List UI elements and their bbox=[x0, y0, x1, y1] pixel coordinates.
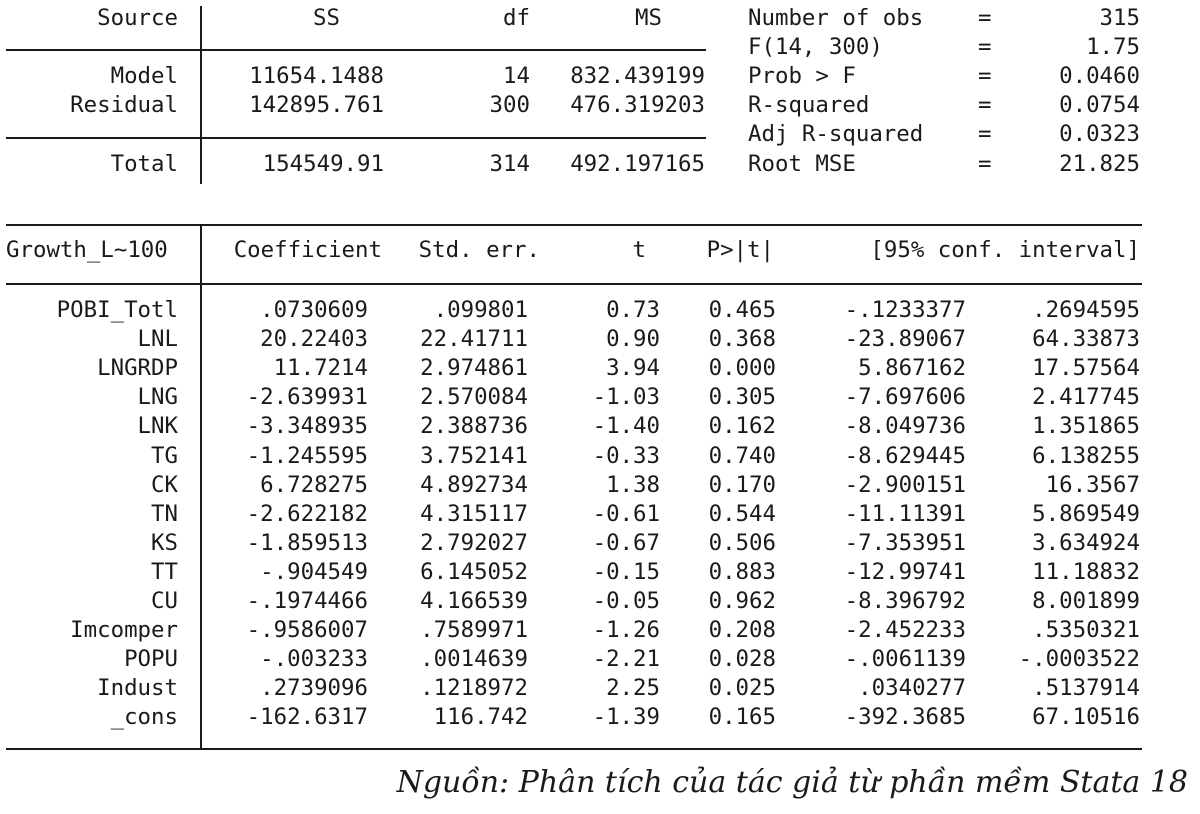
coef-cell: 1.351865 bbox=[1032, 413, 1140, 440]
anova-cell: 492.197165 bbox=[570, 151, 705, 177]
coef-header-cell: t bbox=[632, 237, 646, 263]
coef-cell: -2.452233 bbox=[844, 617, 966, 644]
coef-row-label: LNGRDP bbox=[97, 355, 178, 382]
coef-cell: -392.3685 bbox=[844, 704, 966, 731]
coef-row-label: TN bbox=[151, 500, 178, 527]
coef-cell: -7.353951 bbox=[844, 529, 966, 556]
stat-label: Adj R-squared bbox=[748, 121, 924, 147]
stat-equals: = bbox=[978, 121, 992, 147]
coef-bottom-rule bbox=[6, 748, 1142, 750]
anova-header-cell: MS bbox=[635, 5, 662, 31]
coef-cell: 0.025 bbox=[708, 675, 776, 702]
coef-cell: 64.33873 bbox=[1032, 326, 1140, 353]
coef-cell: 67.10516 bbox=[1032, 704, 1140, 731]
coef-cell: -23.89067 bbox=[844, 326, 966, 353]
coef-row-label: POBI_Totl bbox=[56, 297, 178, 323]
coef-cell: -0.67 bbox=[592, 529, 660, 556]
coef-cell: -8.396792 bbox=[844, 588, 966, 614]
anova-cell: 314 bbox=[489, 151, 530, 177]
coef-cell: 2.25 bbox=[606, 675, 660, 702]
anova-cell: Total bbox=[110, 151, 178, 177]
anova-header-rule bbox=[6, 49, 706, 51]
coef-row-label: Imcomper bbox=[70, 617, 178, 644]
coef-cell: 0.028 bbox=[708, 646, 776, 673]
source-note: Nguồn: Phân tích của tác giả từ phần mềm Stata 18 bbox=[396, 765, 1188, 800]
coef-cell: 2.388736 bbox=[420, 413, 528, 440]
coef-cell: 5.867162 bbox=[858, 355, 966, 382]
coef-row-label: _cons bbox=[110, 704, 178, 731]
stat-value: 0.0323 bbox=[1059, 121, 1140, 147]
stat-equals: = bbox=[978, 92, 992, 118]
coef-cell: 2.570084 bbox=[420, 384, 528, 411]
anova-cell: 300 bbox=[489, 92, 530, 118]
stat-label: F(14, 300) bbox=[748, 34, 883, 60]
coef-cell: -0.33 bbox=[592, 442, 660, 469]
coef-cell: 8.001899 bbox=[1032, 588, 1140, 614]
coef-cell: .1218972 bbox=[420, 675, 528, 702]
coef-row-label: POPU bbox=[124, 646, 178, 673]
coef-row-label: LNL bbox=[137, 326, 178, 353]
coef-cell: -2.639931 bbox=[246, 384, 368, 411]
coef-cell: .099801 bbox=[433, 297, 528, 323]
stat-label: Number of obs bbox=[748, 5, 924, 31]
coef-cell: 0.208 bbox=[708, 617, 776, 644]
stat-label: Prob > F bbox=[748, 63, 856, 89]
coef-cell: 3.634924 bbox=[1032, 529, 1140, 556]
coef-cell: 6.728275 bbox=[260, 471, 368, 498]
coef-cell: .5137914 bbox=[1032, 675, 1140, 702]
coef-row-label: CU bbox=[151, 588, 178, 614]
coef-cell: -1.40 bbox=[592, 413, 660, 440]
coef-cell: .7589971 bbox=[420, 617, 528, 644]
coef-cell: -1.39 bbox=[592, 704, 660, 731]
stat-label: Root MSE bbox=[748, 151, 856, 177]
anova-total-rule bbox=[6, 137, 706, 139]
coef-cell: 0.368 bbox=[708, 326, 776, 353]
coef-cell: -2.622182 bbox=[246, 500, 368, 527]
stat-value: 0.0460 bbox=[1059, 63, 1140, 89]
coef-cell: 11.7214 bbox=[273, 355, 368, 382]
coef-cell: .0014639 bbox=[420, 646, 528, 673]
coef-cell: 0.90 bbox=[606, 326, 660, 353]
coef-header-cell: Growth_L~100 bbox=[6, 237, 168, 263]
coef-cell: 4.315117 bbox=[420, 500, 528, 527]
coef-header-cell: [95% conf. interval] bbox=[870, 237, 1140, 263]
coef-cell: -.904549 bbox=[260, 558, 368, 585]
coef-cell: -.1974466 bbox=[246, 588, 368, 614]
anova-cell: 154549.91 bbox=[262, 151, 384, 177]
coef-cell: -11.11391 bbox=[844, 500, 966, 527]
anova-cell: 476.319203 bbox=[570, 92, 705, 118]
coef-cell: 0.506 bbox=[708, 529, 776, 556]
anova-cell: Model bbox=[110, 63, 178, 89]
stat-equals: = bbox=[978, 34, 992, 60]
coef-cell: -12.99741 bbox=[844, 558, 966, 585]
coef-cell: .5350321 bbox=[1032, 617, 1140, 644]
coef-cell: 3.94 bbox=[606, 355, 660, 382]
coef-row-label: CK bbox=[151, 471, 178, 498]
stat-equals: = bbox=[978, 63, 992, 89]
coef-cell: 2.974861 bbox=[420, 355, 528, 382]
coef-cell: -8.629445 bbox=[844, 442, 966, 469]
coef-cell: 116.742 bbox=[433, 704, 528, 731]
coef-cell: 3.752141 bbox=[420, 442, 528, 469]
coef-cell: -0.05 bbox=[592, 588, 660, 614]
coef-cell: 20.22403 bbox=[260, 326, 368, 353]
coef-row-label: KS bbox=[151, 529, 178, 556]
anova-header-cell: SS bbox=[313, 5, 340, 31]
coef-cell: .0730609 bbox=[260, 297, 368, 323]
coef-cell: .0340277 bbox=[858, 675, 966, 702]
coef-cell: 0.73 bbox=[606, 297, 660, 323]
stat-equals: = bbox=[978, 5, 992, 31]
stat-value: 0.0754 bbox=[1059, 92, 1140, 118]
coef-top-rule bbox=[6, 224, 1142, 226]
coef-cell: 2.792027 bbox=[420, 529, 528, 556]
coef-cell: -1.03 bbox=[592, 384, 660, 411]
coef-cell: .2694595 bbox=[1032, 297, 1140, 323]
coef-row-label: LNG bbox=[137, 384, 178, 411]
coef-cell: -1.26 bbox=[592, 617, 660, 644]
coef-cell: 16.3567 bbox=[1045, 471, 1140, 498]
anova-cell: 142895.761 bbox=[249, 92, 384, 118]
coef-cell: -2.21 bbox=[592, 646, 660, 673]
coef-divider bbox=[200, 224, 202, 748]
coef-row-label: TT bbox=[151, 558, 178, 585]
coef-cell: -3.348935 bbox=[246, 413, 368, 440]
coef-cell: 0.740 bbox=[708, 442, 776, 469]
coef-cell: 0.544 bbox=[708, 500, 776, 527]
coef-cell: -8.049736 bbox=[844, 413, 966, 440]
coef-cell: 0.465 bbox=[708, 297, 776, 323]
coef-cell: -.0061139 bbox=[844, 646, 966, 673]
coef-cell: -0.61 bbox=[592, 500, 660, 527]
anova-header-cell: df bbox=[503, 5, 530, 31]
coef-cell: 2.417745 bbox=[1032, 384, 1140, 411]
coef-row-label: TG bbox=[151, 442, 178, 469]
coef-cell: -1.859513 bbox=[246, 529, 368, 556]
stat-value: 315 bbox=[1099, 5, 1140, 31]
coef-cell: 0.000 bbox=[708, 355, 776, 382]
coef-cell: .2739096 bbox=[260, 675, 368, 702]
anova-cell: 14 bbox=[503, 63, 530, 89]
coef-cell: 4.892734 bbox=[420, 471, 528, 498]
coef-cell: -0.15 bbox=[592, 558, 660, 585]
coef-row-label: LNK bbox=[137, 413, 178, 440]
coef-cell: -.0003522 bbox=[1018, 646, 1140, 673]
coef-cell: 22.41711 bbox=[420, 326, 528, 353]
coef-cell: -.1233377 bbox=[844, 297, 966, 323]
coef-header-rule bbox=[6, 283, 1142, 285]
coef-cell: -.003233 bbox=[260, 646, 368, 673]
coef-cell: 0.305 bbox=[708, 384, 776, 411]
coef-cell: -162.6317 bbox=[246, 704, 368, 731]
coef-cell: 0.170 bbox=[708, 471, 776, 498]
coef-header-cell: Std. err. bbox=[418, 237, 540, 263]
coef-cell: -.9586007 bbox=[246, 617, 368, 644]
coef-cell: 5.869549 bbox=[1032, 500, 1140, 527]
anova-cell: 832.439199 bbox=[570, 63, 705, 89]
coef-cell: 0.162 bbox=[708, 413, 776, 440]
coef-cell: 0.883 bbox=[708, 558, 776, 585]
coef-cell: 6.145052 bbox=[420, 558, 528, 585]
anova-header-cell: Source bbox=[97, 5, 178, 31]
coef-cell: -2.900151 bbox=[844, 471, 966, 498]
stat-value: 1.75 bbox=[1086, 34, 1140, 60]
stat-equals: = bbox=[978, 151, 992, 177]
coef-cell: 11.18832 bbox=[1032, 558, 1140, 585]
coef-cell: -7.697606 bbox=[844, 384, 966, 411]
coef-cell: 4.166539 bbox=[420, 588, 528, 614]
anova-cell: 11654.1488 bbox=[249, 63, 384, 89]
coef-cell: 17.57564 bbox=[1032, 355, 1140, 382]
coef-cell: 0.165 bbox=[708, 704, 776, 731]
coef-row-label: Indust bbox=[97, 675, 178, 702]
anova-cell: Residual bbox=[70, 92, 178, 118]
coef-header-cell: P>|t| bbox=[706, 237, 774, 263]
coef-cell: -1.245595 bbox=[246, 442, 368, 469]
coef-header-cell: Coefficient bbox=[233, 237, 382, 263]
coef-cell: 6.138255 bbox=[1032, 442, 1140, 469]
stat-label: R-squared bbox=[748, 92, 870, 118]
coef-cell: 1.38 bbox=[606, 471, 660, 498]
stat-value: 21.825 bbox=[1059, 151, 1140, 177]
coef-cell: 0.962 bbox=[708, 588, 776, 614]
